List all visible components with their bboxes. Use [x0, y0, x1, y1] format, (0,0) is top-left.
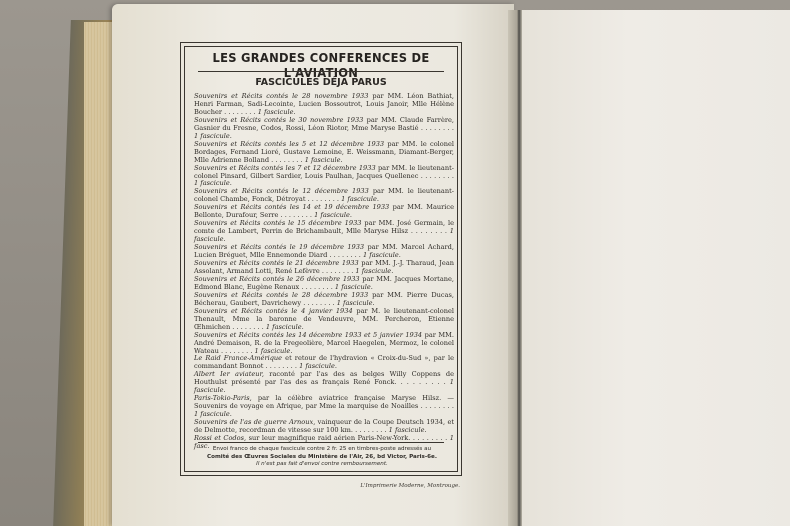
- entry-title: Albert Ier aviateur,: [194, 370, 265, 379]
- entry-leader-dots: . . . . . . . .: [263, 362, 300, 371]
- entry-title: Souvenirs et Récits contés le 4 janvier 1934: [194, 306, 353, 315]
- entry-title: Souvenirs et Récits contés le 30 novembre 1933: [194, 115, 364, 124]
- footer-line-3: Il n'est pas fait d'envoi contre remboursement.: [256, 461, 388, 468]
- footer-line-2: Comité des Œuvres Sociales du Ministère de l'Air, 26, bd Victor, Paris-6e.: [207, 453, 437, 460]
- entry-leader-dots: . . . . . . . .: [319, 266, 356, 275]
- entry-fascicule-count: 1 fascicule.: [257, 107, 296, 116]
- fascicule-entry: [194, 419, 454, 435]
- fascicule-entry: [194, 332, 454, 356]
- entry-title: Souvenirs et Récits contés le 28 décembre 1933: [194, 290, 369, 299]
- fascicule-entry: [194, 141, 454, 165]
- fascicule-entry: [194, 244, 454, 260]
- entry-fascicule-count: 1 fascicule.: [254, 346, 293, 355]
- entry-text: par MM. André Demaison, R. de la Fregeolière, Marcel Haegelen, Mermoz, le colonel Wateau: [194, 330, 454, 355]
- fascicule-entry: [194, 371, 454, 395]
- entry-fascicule-count: 1 fascicule.: [334, 282, 373, 291]
- entry-leader-dots: . . . . . . . .: [218, 346, 255, 355]
- entry-leader-dots: . . . . . . . .: [278, 211, 315, 220]
- entry-fascicule-count: 1 fascicule.: [194, 410, 232, 419]
- fascicule-entry: [194, 204, 454, 220]
- entry-fascicule-count: 1 fascicule.: [194, 179, 232, 188]
- entry-text: par MM. Claude Farrère, Gasnier du Fresne, Codos, Rossi, Léon Riotor, Mme Maryse Bastié: [194, 115, 455, 132]
- entry-leader-dots: . . . . . . . .: [410, 433, 450, 442]
- entry-leader-dots: . . . . . . . .: [418, 402, 454, 411]
- fascicule-list: [194, 93, 454, 451]
- fascicule-entry: [194, 292, 454, 308]
- entry-fascicule-count: 1 fascicule.: [194, 131, 232, 140]
- fascicule-entry: [194, 93, 454, 117]
- entry-title: Rossi et Codos,: [194, 433, 247, 442]
- entry-title: Le Raid France-Amérique: [194, 354, 283, 363]
- footer-divider: [198, 442, 444, 443]
- entry-leader-dots: . . . . . . . .: [299, 282, 335, 291]
- entry-fascicule-count: 1 fascicule.: [355, 266, 394, 275]
- entry-leader-dots: . . . . . . . .: [327, 251, 363, 260]
- entry-leader-dots: . . . . . . . .: [353, 426, 389, 435]
- entry-fascicule-count: 1 fascicule.: [336, 298, 375, 307]
- entry-text: par MM. Léon Bathiat, Henri Farman, Sadi-Lecointe, Lucien Bossoutrot, Louis Janoir, Mlle Hélène Boucher: [194, 92, 454, 116]
- entry-leader-dots: . . . . . . . .: [408, 227, 450, 236]
- entry-title: Souvenirs et Récits contés les 14 décembre 1933 et 5 janvier 1934: [194, 330, 423, 339]
- entry-text: par MM. Pierre Ducas, Bécherau, Gaubert, Davrichewy: [194, 290, 455, 307]
- entry-fascicule-count: 1 fascicule.: [299, 362, 337, 371]
- entry-text: par MM. J.-J. Tharaud, Jean Assolant, Armand Lotti, René Lefèvre: [194, 259, 455, 275]
- fascicule-entry: [194, 220, 454, 244]
- entry-text: et retour de l'hydravion « Croix-du-Sud », par le commandant Bonnot: [194, 354, 455, 371]
- entry-text: par MM. le lieutenant-colonel Chambe, Fonck, Détroyat: [194, 187, 454, 204]
- fascicule-entry: [194, 165, 454, 189]
- entry-fascicule-count: 1 fascicule.: [363, 251, 401, 260]
- fascicule-entry: [194, 395, 454, 419]
- entry-text: sur leur magnifique raid aérien Paris-New-York.: [246, 433, 411, 442]
- entry-leader-dots: . . . . . . . .: [269, 155, 305, 164]
- fascicule-entry: [194, 308, 454, 332]
- page-title: LES GRANDES CONFERENCES DE L'AVIATION: [212, 50, 430, 80]
- entry-fascicule-count: 1 fascicule.: [304, 155, 343, 164]
- entry-title: Souvenirs et Récits contés le 15 décembre 1933: [194, 219, 362, 228]
- entry-text: par MM. Marcel Achard, Lucien Bréguet, Mlle Ennemonde Diard: [194, 243, 455, 260]
- entry-leader-dots: . . . . . . . .: [396, 378, 450, 387]
- entry-leader-dots: . . . . . . . .: [305, 195, 342, 204]
- entry-fascicule-count: 1 fascicule.: [194, 378, 454, 395]
- section-subtitle: FASCICULES DÉJA PARUS: [255, 77, 387, 88]
- fascicule-entry: [194, 355, 454, 371]
- entry-title: Souvenirs et Récits contés le 12 décembre 1933: [194, 187, 369, 196]
- entry-text: par MM. Jacques Mortane, Edmond Blanc, Eugène Renaux: [194, 274, 454, 291]
- entry-leader-dots: . . . . . . . .: [418, 171, 454, 180]
- entry-fascicule-count: 1 fascicule.: [314, 211, 352, 220]
- entry-fascicule-count: 1 fascicule.: [388, 426, 427, 435]
- fascicule-entry: [194, 260, 454, 276]
- entry-text: par MM. le lieutenant-colonel Pinsard, Gilbert Sardier, Louis Paulhan, Jacques Quellenec: [194, 163, 454, 180]
- entry-text: raconté par l'as des as belges Willy Coppens de Houthulst présenté par l'as des as français René Fonck.: [194, 370, 454, 387]
- entry-text: par M. le lieutenant-colonel Thenault, Mme la baronne de Vendeuvre, MM. Percheron, Etienne Œhmichen: [194, 306, 454, 331]
- entry-text: vainqueur de la Coupe Deutsch 1934, et de Delmotte, recordman de vitesse sur 100 km.: [194, 418, 454, 435]
- entry-leader-dots: . . . . . . . .: [418, 123, 454, 132]
- entry-title: Souvenirs et Récits contés le 21 décembre 1933: [194, 259, 359, 268]
- entry-leader-dots: . . . . . . . .: [301, 298, 337, 307]
- entry-title: Souvenirs et Récits contés le 19 décembre 1933: [194, 243, 365, 252]
- entry-fascicule-count: 1 fascicule.: [341, 195, 380, 204]
- entry-title: Souvenirs et Récits contés le 26 décembre 1933: [194, 274, 360, 283]
- footer-line-1: Envoi franco de chaque fascicule contre 2 fr. 25 en timbres-poste adressés au: [212, 446, 432, 452]
- entry-text: par MM. Maurice Bellonte, Durafour, Serre: [194, 203, 455, 220]
- entry-fascicule-count: 1 fascicule.: [194, 227, 454, 244]
- title-divider: [198, 71, 444, 72]
- entry-text: par la célèbre aviatrice française Maryse Hilsz. — Souvenirs de voyage en Afrique, par Mme la marquise de Noailles: [194, 394, 454, 411]
- fascicule-entry: [194, 276, 454, 292]
- fascicule-entry: [194, 188, 454, 204]
- footer-notice: [194, 446, 450, 469]
- entry-title: Souvenirs de l'as de guerre Arnoux,: [194, 418, 316, 427]
- fascicule-entry: [194, 117, 454, 141]
- entry-title: Souvenirs et Récits contés les 14 et 19 décembre 1933: [194, 203, 390, 212]
- entry-leader-dots: . . . . . . . .: [222, 107, 258, 116]
- entry-title: Souvenirs et Récits contés les 7 et 12 décembre 1933: [194, 163, 376, 172]
- entry-fascicule-count: 1 fasc.: [194, 433, 454, 450]
- right-page-blank: [522, 10, 790, 526]
- entry-title: Souvenirs et Récits contés le 28 novembre 1933: [194, 92, 369, 100]
- entry-text: par MM. José Germain, le comte de Lambert, Perrin de Brichambault, Mlle Maryse Hilsz: [194, 219, 455, 236]
- entry-title: Souvenirs et Récits contés les 5 et 12 décembre 1933: [194, 139, 385, 148]
- entry-title: Paris-Tokio-Paris,: [194, 394, 252, 403]
- printer-credit: L'Imprimerie Moderne, Montrouge.: [360, 483, 460, 489]
- entry-leader-dots: . . . . . . . .: [230, 322, 266, 331]
- entry-fascicule-count: 1 fascicule.: [265, 322, 304, 331]
- entry-text: par MM. le colonel Bordages, Fernand Lioré, Gustave Lemoine, E. Weissmann, Diamant-Berger, Mlle Adrienne Bolland: [194, 139, 454, 164]
